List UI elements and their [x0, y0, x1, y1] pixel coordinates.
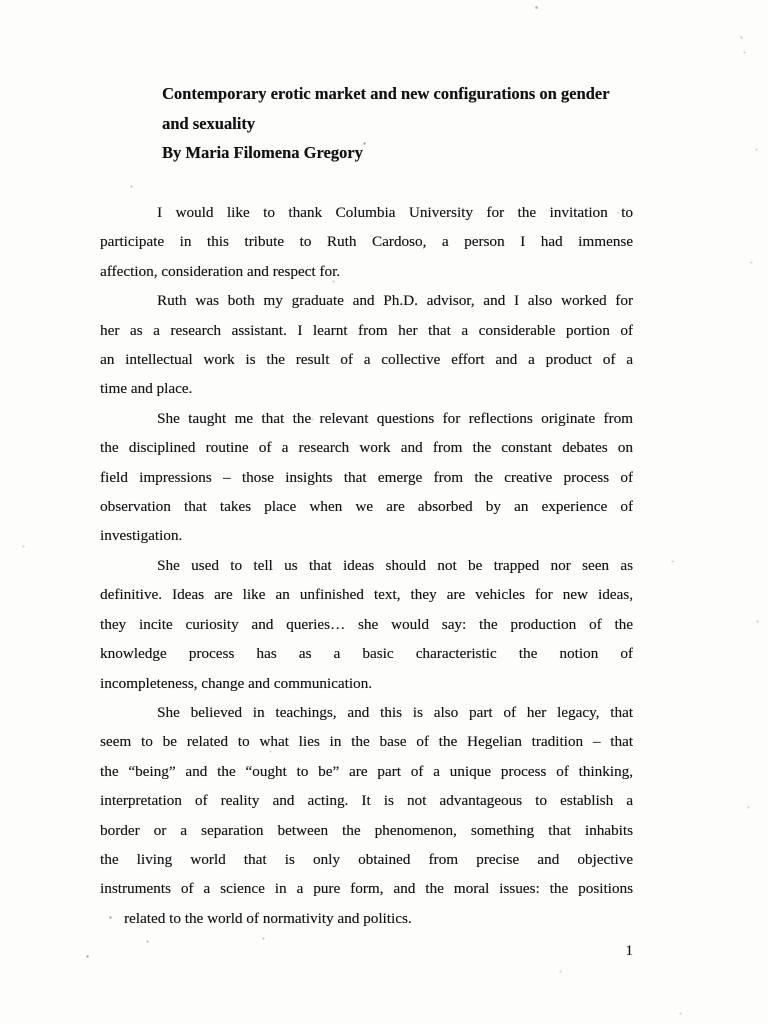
text-line: they incite curiosity and queries… she would say: the production of the — [100, 615, 633, 633]
paragraph — [100, 286, 633, 404]
text-line: knowledge process has as a basic characteristic the notion of — [100, 645, 633, 663]
paragraph — [100, 698, 633, 933]
page-number: 1 — [625, 942, 633, 959]
document-body — [100, 198, 633, 933]
text-line: seem to be related to what lies in the base of the Hegelian tradition – that — [100, 733, 633, 751]
text-line: the disciplined routine of a research work and from the constant debates on — [100, 439, 633, 457]
document-title-line-1: Contemporary erotic market and new configurations on gender — [162, 84, 610, 103]
paragraph — [100, 198, 633, 286]
text-line: an intellectual work is the result of a collective effort and a product of a — [100, 351, 633, 369]
text-line: I would like to thank Columbia University for the invitation to — [157, 204, 633, 221]
text-line: interpretation of reality and acting. It is not advantageous to establish a — [100, 792, 633, 810]
document-title-line-2: and sexuality — [162, 113, 256, 133]
text-line: the living world that is only obtained from precise and objective — [100, 850, 633, 868]
paragraph — [100, 551, 633, 698]
text-line: observation that takes place when we are absorbed by an experience of — [100, 498, 633, 516]
text-line: time and place. — [100, 380, 193, 398]
text-line: Ruth was both my graduate and Ph.D. advisor, and I also worked for — [157, 292, 633, 310]
text-line: affection, consideration and respect for. — [100, 262, 341, 280]
text-line: incompleteness, change and communication. — [100, 674, 373, 692]
document-byline: By Maria Filomena Gregory — [162, 143, 363, 162]
text-line: She believed in teachings, and this is also part of her legacy, that — [157, 703, 633, 721]
text-line: border or a separation between the phenomenon, something that inhabits — [100, 821, 633, 839]
text-line: She taught me that the relevant questions for reflections originate from — [157, 409, 633, 427]
text-line: field impressions – those insights that emerge from the creative process of — [100, 468, 633, 486]
text-line: definitive. Ideas are like an unfinished text, they are vehicles for new ideas, — [100, 586, 633, 604]
text-line: related to the world of normativity and politics. — [124, 909, 412, 927]
document-heading — [162, 79, 609, 168]
text-line: participate in this tribute to Ruth Cardoso, a person I had immense — [100, 233, 633, 251]
paragraph — [100, 404, 633, 551]
text-line: She used to tell us that ideas should not be trapped nor seen as — [157, 556, 633, 574]
text-line: her as a research assistant. I learnt from her that a considerable portion of — [100, 321, 633, 339]
text-line: investigation. — [100, 527, 183, 545]
scan-noise-speckles — [0, 0, 1, 1]
text-line: instruments of a science in a pure form, and the moral issues: the positions — [100, 880, 633, 898]
text-line: the “being” and the “ought to be” are part of a unique process of thinking, — [100, 762, 633, 780]
